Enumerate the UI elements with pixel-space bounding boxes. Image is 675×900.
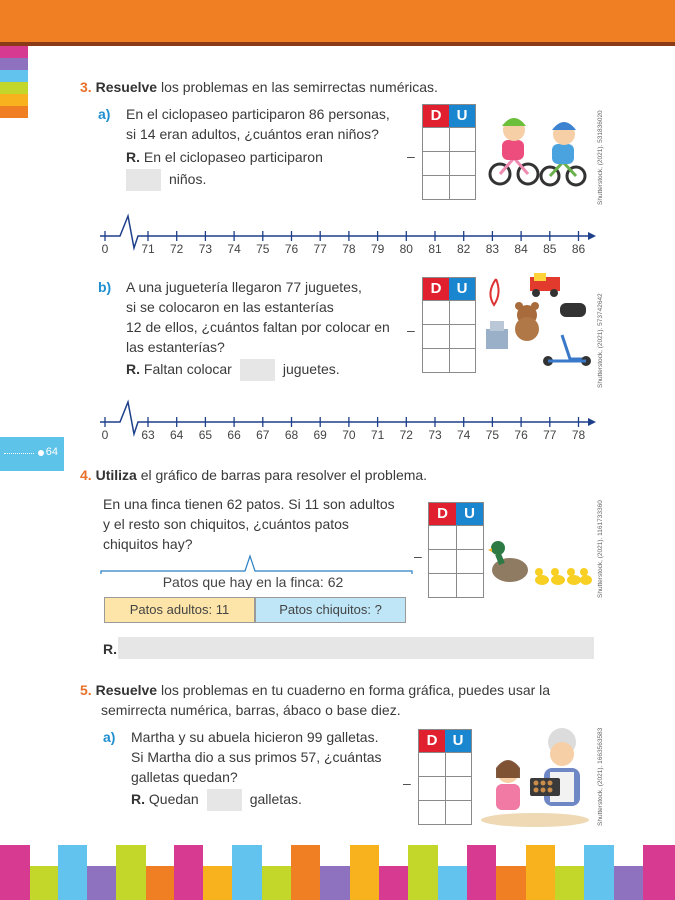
tick-label: 72 bbox=[399, 428, 413, 442]
bar-part-adults: Patos adultos: 11 bbox=[104, 597, 255, 623]
tick-label: 73 bbox=[428, 428, 442, 442]
minus-sign: – bbox=[407, 148, 415, 164]
tick-label: 75 bbox=[256, 242, 270, 256]
tick-label: 71 bbox=[141, 242, 155, 256]
number-line-zero: 0 bbox=[101, 428, 109, 442]
q3-heading: 3. Resuelve los problemas en las semirrectas numéricas. bbox=[80, 79, 438, 95]
number-line-a[interactable] bbox=[100, 210, 600, 260]
ducks-image bbox=[488, 534, 592, 594]
header-divider bbox=[0, 42, 675, 46]
minus-sign: – bbox=[403, 775, 411, 791]
tick-label: 69 bbox=[313, 428, 327, 442]
page-number: 64 bbox=[45, 446, 58, 458]
image-credit: Shutterstock, (2021). 1161733360 bbox=[597, 500, 604, 598]
tick-label: 67 bbox=[256, 428, 270, 442]
image-credit: Shutterstock, (2021). 531836020 bbox=[597, 110, 604, 205]
tick-label: 73 bbox=[198, 242, 213, 256]
image-credit: Shutterstock, (2021). 1663563583 bbox=[597, 727, 604, 826]
tick-label: 63 bbox=[141, 428, 155, 442]
number-line-zero: 0 bbox=[101, 242, 109, 256]
tick-label: 65 bbox=[198, 428, 213, 442]
baking-image bbox=[480, 722, 590, 827]
du-table[interactable]: D U bbox=[428, 502, 484, 598]
du-table[interactable]: D U bbox=[422, 104, 476, 200]
tick-label: 77 bbox=[543, 428, 557, 442]
tick-label: 77 bbox=[313, 242, 327, 256]
tick-label: 86 bbox=[571, 242, 586, 256]
header-bar bbox=[0, 0, 675, 42]
tick-label: 79 bbox=[370, 242, 385, 256]
q5a-label: a) bbox=[103, 729, 116, 745]
minus-sign: – bbox=[414, 548, 422, 564]
image-credit: Shutterstock, (2021). 573742642 bbox=[597, 293, 604, 388]
tick-label: 76 bbox=[514, 428, 528, 442]
tick-label: 64 bbox=[170, 428, 184, 442]
tick-label: 85 bbox=[543, 242, 557, 256]
q4-answer-label: R. bbox=[103, 641, 117, 657]
q5-heading: 5. Resuelve los problemas en tu cuaderno en forma gráfica, puedes usar la semirrecta numérica, barras, ábaco o base diez. bbox=[80, 682, 551, 718]
tick-label: 78 bbox=[571, 428, 586, 442]
q4-heading: 4. Utiliza el gráfico de barras para resolver el problema. bbox=[80, 467, 428, 483]
q4-text: En una finca tienen 62 patos. Si 11 son adultos y el resto son chiquitos, ¿cuántos patos chiquitos hay? bbox=[103, 496, 395, 552]
tick-label: 68 bbox=[284, 428, 299, 442]
tick-label: 74 bbox=[227, 242, 241, 256]
tick-label: 75 bbox=[485, 428, 500, 442]
tick-label: 81 bbox=[428, 242, 442, 256]
du-table[interactable]: D U bbox=[418, 729, 472, 825]
tick-label: 76 bbox=[284, 242, 299, 256]
bar-brace bbox=[100, 552, 416, 576]
tick-label: 66 bbox=[227, 428, 241, 442]
q3a-text: En el ciclopaseo participaron 86 personas, si 14 eran adultos, ¿cuántos eran niños? R. En el ciclopaseo participaron niños. bbox=[126, 104, 390, 191]
tick-label: 84 bbox=[514, 242, 528, 256]
tick-label: 74 bbox=[457, 428, 471, 442]
kids-bikes-image bbox=[488, 110, 588, 190]
page-number-tab bbox=[0, 437, 64, 471]
tick-label: 80 bbox=[399, 242, 413, 256]
bar-total-label: Patos que hay en la finca: 62 bbox=[162, 574, 344, 590]
tick-label: 71 bbox=[370, 428, 385, 442]
bar-part-ducklings: Patos chiquitos: ? bbox=[255, 597, 406, 623]
du-table[interactable]: D U bbox=[422, 277, 476, 373]
tick-label: 78 bbox=[342, 242, 356, 256]
toys-image bbox=[482, 273, 592, 368]
q3b-label: b) bbox=[98, 279, 112, 295]
q5a-text: Martha y su abuela hicieron 99 galletas. Si Martha dio a sus primos 57, ¿cuántas galletas quedan? R. Quedan galletas. bbox=[131, 727, 382, 811]
q4-answer-field[interactable] bbox=[118, 637, 594, 659]
answer-blank[interactable] bbox=[240, 359, 275, 381]
answer-blank[interactable] bbox=[207, 789, 242, 811]
number-line-b[interactable] bbox=[100, 398, 600, 448]
tick-label: 70 bbox=[342, 428, 356, 442]
q3a-label: a) bbox=[98, 106, 111, 122]
tick-label: 72 bbox=[170, 242, 184, 256]
tick-label: 82 bbox=[457, 242, 471, 256]
q3b-text: A una juguetería llegaron 77 juguetes, si se colocaron en las estanterías 12 de ellos, ¿cuántos faltan por colocar en las estanterías? R. Faltan colocar juguetes. bbox=[126, 277, 390, 381]
tick-label: 83 bbox=[485, 242, 500, 256]
answer-blank[interactable] bbox=[126, 169, 161, 191]
minus-sign: – bbox=[407, 322, 415, 338]
